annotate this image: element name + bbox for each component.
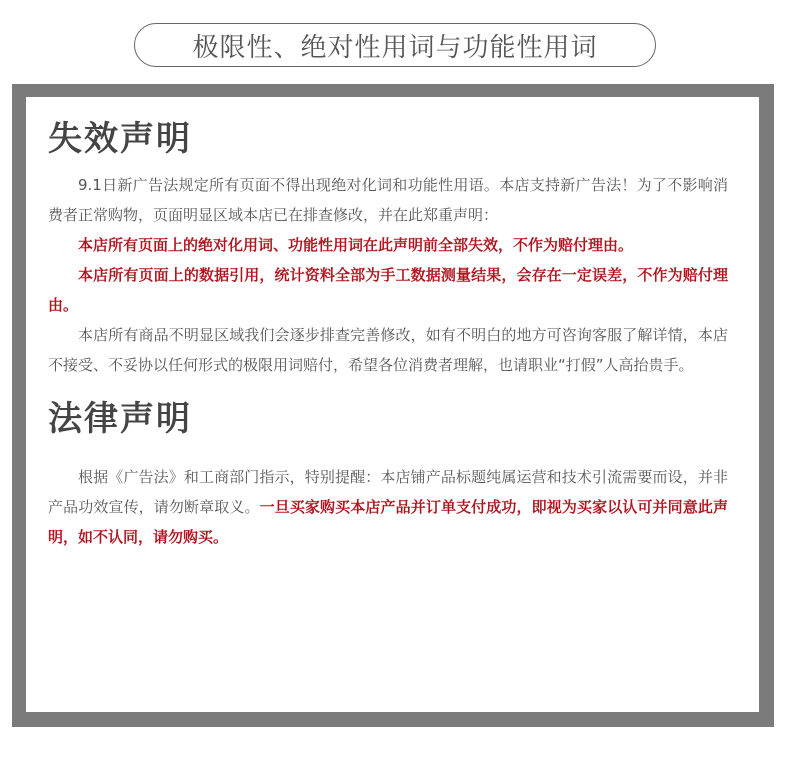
legal-paragraph-emphasis: 一旦买家购买本店产品并订单支付成功，即视为买家以认可并同意此声明，如不认同，请勿购买。: [48, 498, 728, 546]
page-title: 极限性、绝对性用词与功能性用词: [134, 23, 656, 67]
notice-frame: [12, 84, 774, 727]
legal-statement-heading: 法律声明: [48, 399, 192, 439]
invalid-statement-heading: 失效声明: [48, 119, 192, 159]
invalid-intro-paragraph: 9.1日新广告法规定所有页面不得出现绝对化词和功能性用语。本店支持新广告法！为了不影响消费者正常购物，页面明显区域本店已在排查修改，并在此郑重声明：: [48, 176, 728, 224]
invalid-followup-paragraph: 本店所有商品不明显区域我们会逐步排查完善修改，如有不明白的地方可咨询客服了解详情，本店不接受、不妥协以任何形式的极限用词赔付，希望各位消费者理解，也请职业“打假”人高抬贵手。: [48, 326, 728, 374]
legal-paragraph-normal: 根据《广告法》和工商部门指示，特别提醒：本店铺产品标题纯属运营和技术引流需要而设，并非产品功效宣传，请勿断章取义。: [48, 468, 728, 516]
invalid-absolute-terms-paragraph: 本店所有页面上的绝对化用词、功能性用词在此声明前全部失效，不作为赔付理由。: [78, 236, 634, 254]
invalid-data-citation-paragraph: 本店所有页面上的数据引用，统计资料全部为手工数据测量结果，会存在一定误差，不作为赔付理由。: [48, 266, 728, 314]
notice-content: [48, 114, 728, 552]
legal-paragraph: [48, 462, 728, 552]
